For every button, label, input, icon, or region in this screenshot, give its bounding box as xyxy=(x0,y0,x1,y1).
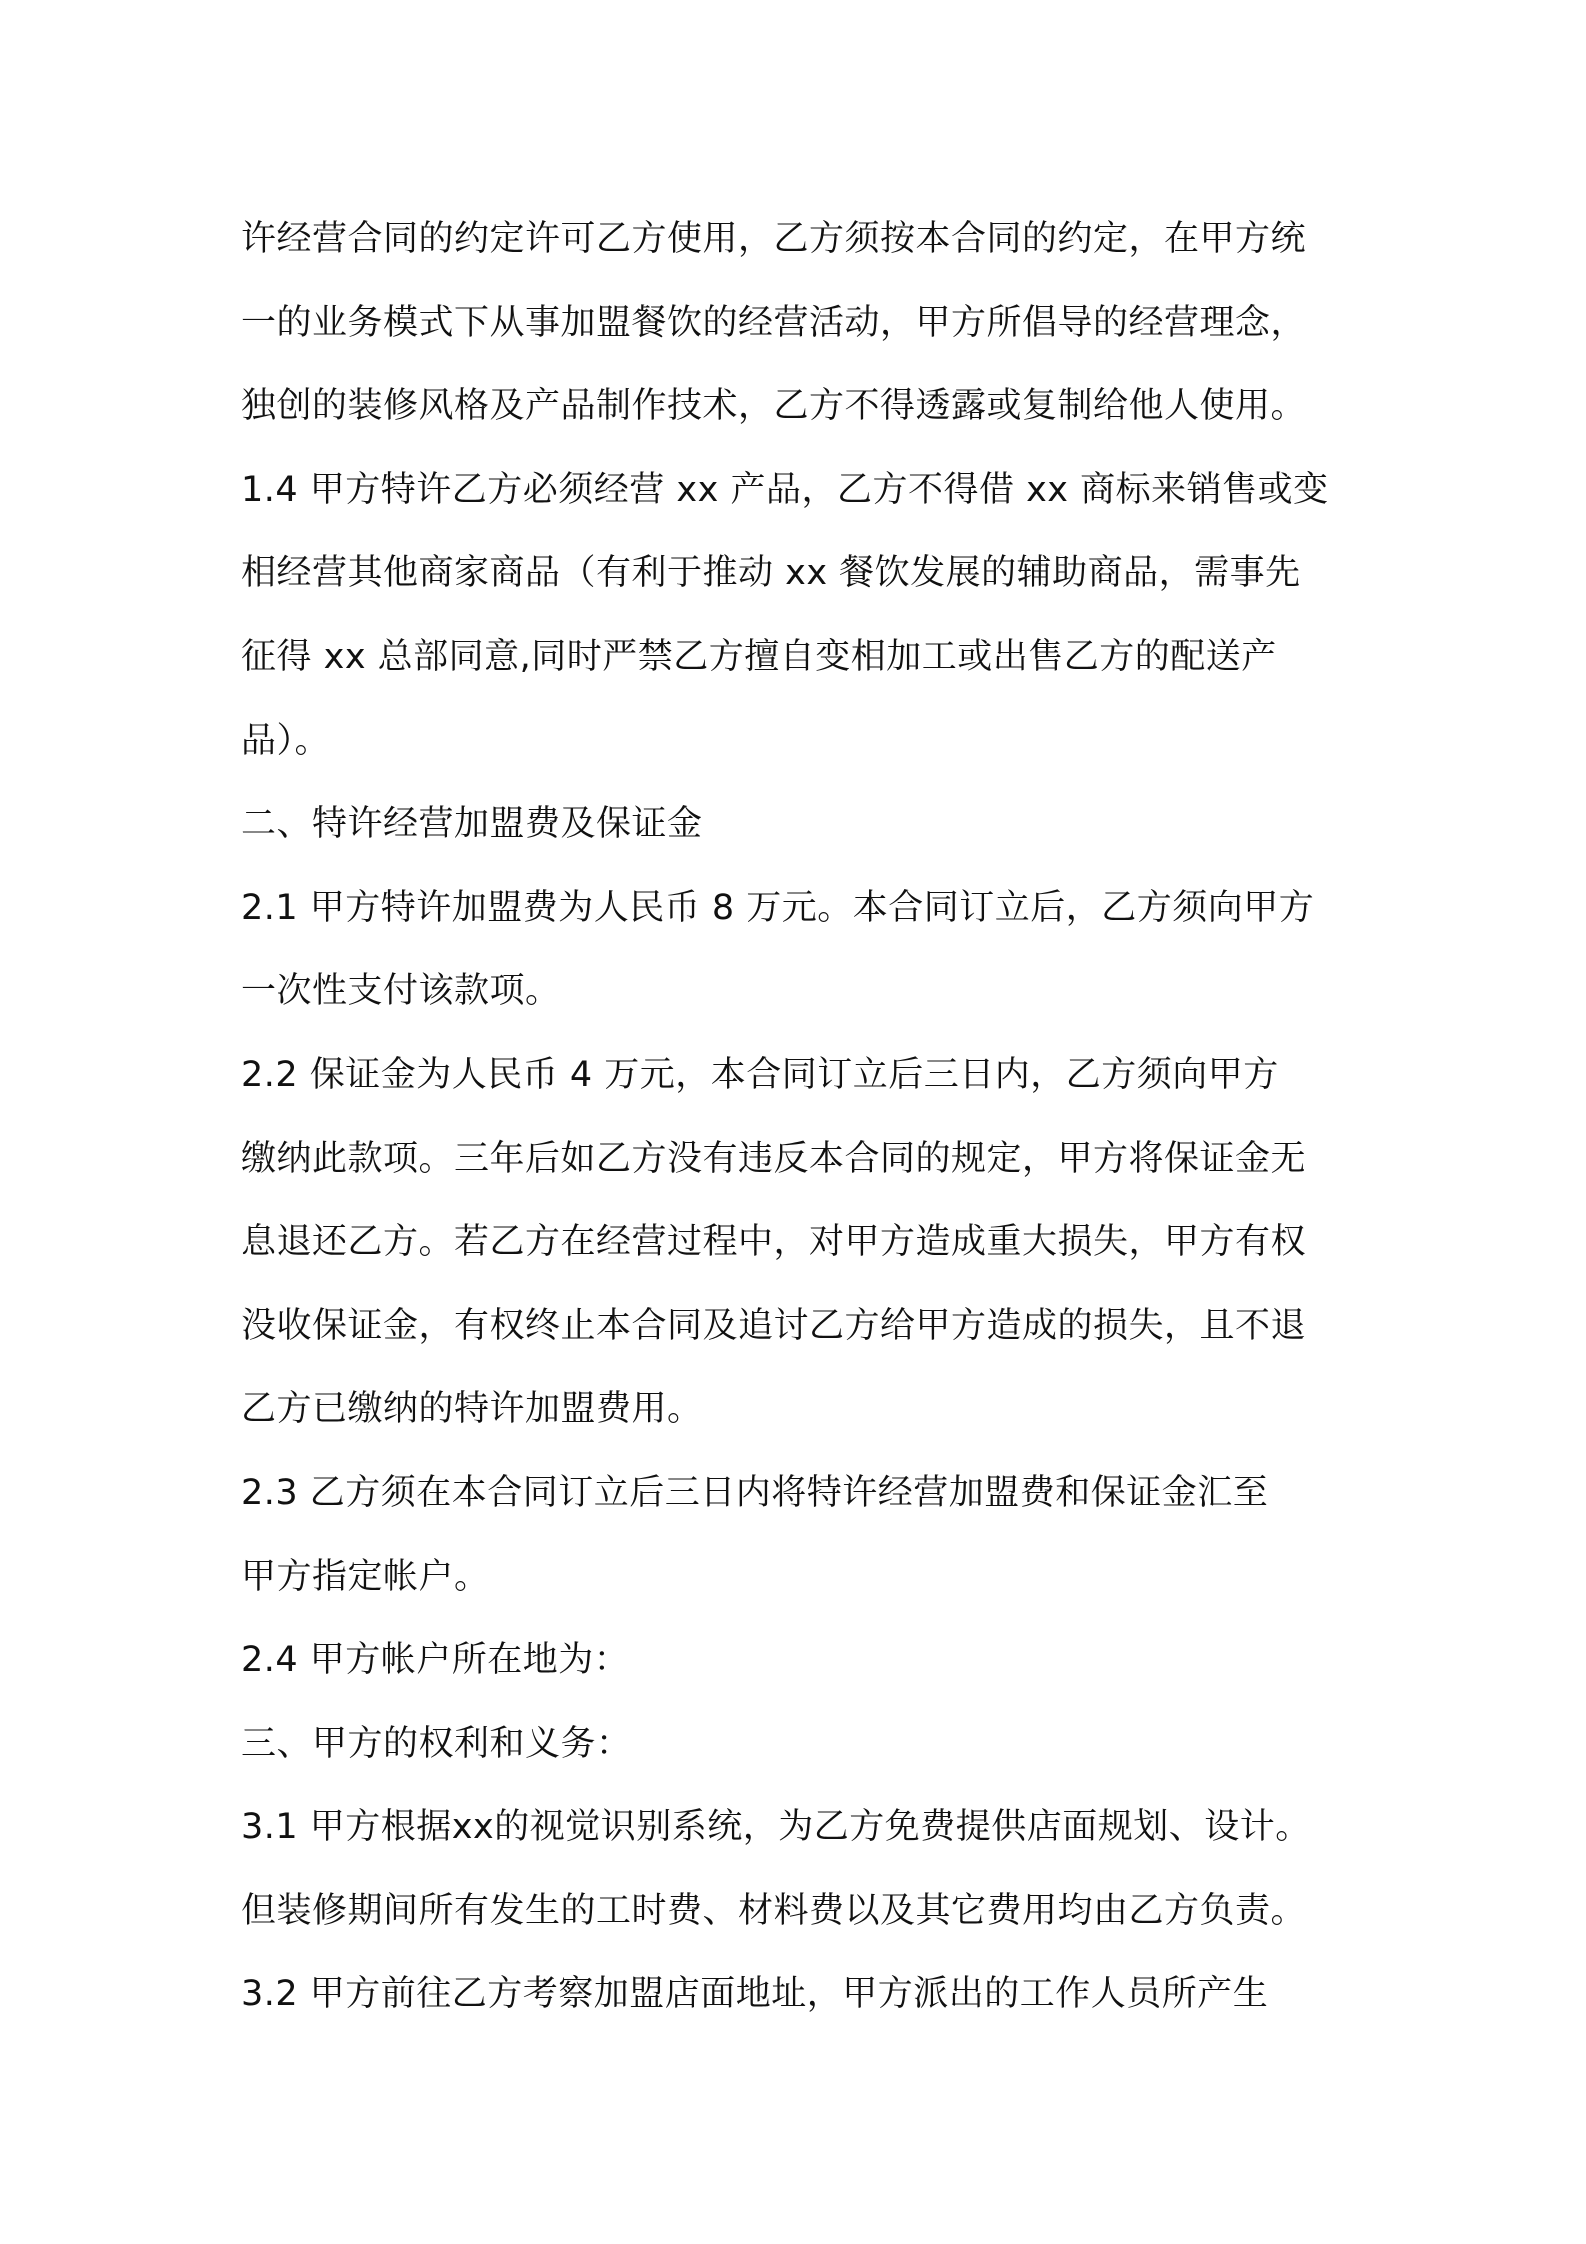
text-line: 缴纳此款项。三年后如乙方没有违反本合同的规定，甲方将保证金无 xyxy=(241,1138,1307,1179)
text-line: 但装修期间所有发生的工时费、材料费以及其它费用均由乙方负责。 xyxy=(241,1890,1307,1931)
text-line: 没收保证金，有权终止本合同及追讨乙方给甲方造成的损失，且不退 xyxy=(241,1305,1307,1346)
text-line: 乙方已缴纳的特许加盟费用。 xyxy=(241,1389,703,1430)
clause-1-4: 1.4 甲方特许乙方必须经营 xx 产品，乙方不得借 xx 商标来销售或变 xyxy=(241,469,1329,510)
clause-2-2: 2.2 保证金为人民币 4 万元，本合同订立后三日内，乙方须向甲方 xyxy=(241,1054,1279,1095)
text-line: 一次性支付该款项。 xyxy=(241,971,561,1012)
text-line: 许经营合同的约定许可乙方使用，乙方须按本合同的约定，在甲方统 xyxy=(241,219,1307,259)
section-heading-3: 三、甲方的权利和义务： xyxy=(241,1723,632,1764)
clause-3-1: 3.1 甲方根据xx的视觉识别系统，为乙方免费提供店面规划、设计。 xyxy=(241,1807,1311,1848)
clause-2-3: 2.3 乙方须在本合同订立后三日内将特许经营加盟费和保证金汇至 xyxy=(241,1472,1269,1513)
text-line: 征得 xx 总部同意,同时严禁乙方擅自变相加工或出售乙方的配送产 xyxy=(241,636,1277,677)
text-line: 一的业务模式下从事加盟餐饮的经营活动，甲方所倡导的经营理念， xyxy=(241,302,1307,343)
text-line: 息退还乙方。若乙方在经营过程中，对甲方造成重大损失，甲方有权 xyxy=(241,1222,1307,1263)
clause-2-4: 2.4 甲方帐户所在地为： xyxy=(241,1640,630,1681)
text-line: 独创的装修风格及产品制作技术，乙方不得透露或复制给他人使用。 xyxy=(241,386,1307,427)
text-line: 甲方指定帐户。 xyxy=(241,1556,490,1597)
text-line: 品）。 xyxy=(241,720,331,761)
clause-3-2: 3.2 甲方前往乙方考察加盟店面地址，甲方派出的工作人员所产生 xyxy=(241,1974,1269,2015)
clause-2-1: 2.1 甲方特许加盟费为人民币 8 万元。本合同订立后，乙方须向甲方 xyxy=(241,887,1315,928)
section-heading-2: 二、特许经营加盟费及保证金 xyxy=(241,804,703,845)
text-line: 相经营其他商家商品（有利于推动 xx 餐饮发展的辅助商品，需事先 xyxy=(241,553,1301,594)
document-body xyxy=(241,198,1361,2037)
